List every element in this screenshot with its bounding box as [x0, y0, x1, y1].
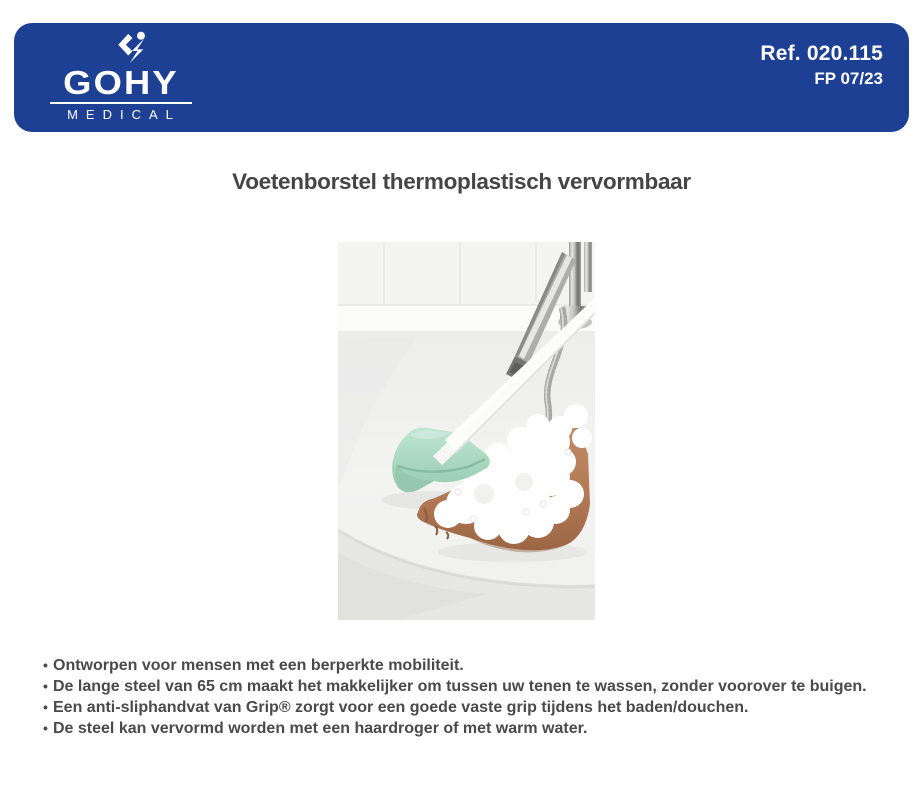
version-code: FP 07/23	[814, 69, 883, 88]
bullet-marker: •	[43, 657, 48, 673]
list-item	[43, 718, 918, 739]
gohy-logo-icon	[114, 31, 150, 65]
logo-wordmark: GOHY	[63, 64, 179, 101]
logo-subtitle: MEDICAL	[67, 107, 181, 122]
page-title: Voetenborstel thermoplastisch vervormbaar	[232, 169, 691, 194]
list-item	[43, 655, 918, 676]
gohy-logo	[48, 31, 194, 121]
bullet-marker: •	[43, 678, 48, 694]
bullet-text: De lange steel van 65 cm maakt het makkelijker om tussen uw tenen te wassen, zonder voorover te buigen.	[53, 678, 867, 695]
header-banner	[14, 23, 909, 132]
list-item	[43, 697, 918, 718]
bullet-text: Een anti-sliphandvat van Grip® zorgt voor een goede vaste grip tijdens het baden/douchen.	[53, 699, 749, 716]
bullet-text: Ontworpen voor mensen met een berperkte mobiliteit.	[53, 657, 464, 674]
feature-list	[43, 655, 918, 739]
reference-block	[760, 42, 883, 89]
bullet-marker: •	[43, 720, 48, 736]
reference-number: Ref. 020.115	[760, 42, 883, 65]
logo-divider	[50, 102, 192, 104]
list-item	[43, 676, 918, 697]
product-photo	[338, 242, 595, 620]
product-photo-illustration	[338, 242, 595, 620]
bullet-text: De steel kan vervormd worden met een haardroger of met warm water.	[53, 720, 588, 737]
bullet-marker: •	[43, 699, 48, 715]
